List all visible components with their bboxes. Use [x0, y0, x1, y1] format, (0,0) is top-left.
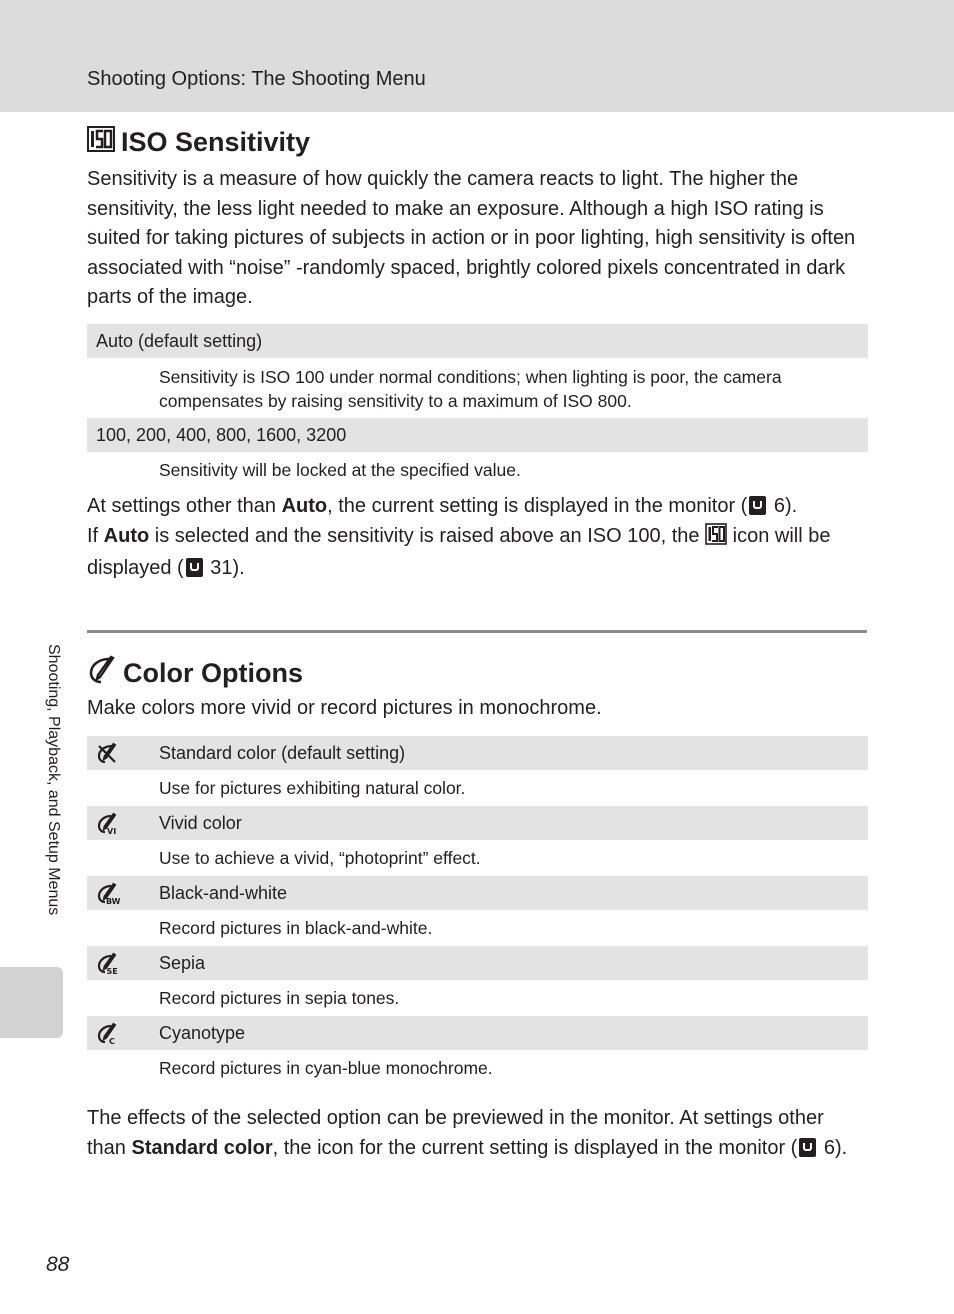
iso-section-title — [87, 125, 310, 160]
svg-text:C: C — [109, 1037, 115, 1046]
option-description: Record pictures in sepia tones. — [159, 988, 400, 1008]
note-text: If — [87, 524, 104, 547]
section-divider — [87, 630, 867, 633]
color-option-sepia — [87, 946, 868, 980]
iso-icon — [87, 125, 115, 160]
option-description: Sensitivity will be locked at the specified value. — [159, 460, 521, 480]
note-text: , the current setting is displayed in the monitor ( — [327, 495, 748, 517]
color-option-cyanotype — [87, 1016, 868, 1050]
note-text: 6). — [768, 495, 798, 517]
option-label: Standard color (default setting) — [159, 743, 406, 763]
svg-text:SE: SE — [106, 967, 118, 976]
note-text: 6). — [818, 1136, 848, 1159]
iso-title-text: ISO Sensitivity — [121, 127, 311, 157]
page-number: 88 — [46, 1253, 70, 1276]
note-bold: Auto — [103, 524, 150, 547]
color-note — [87, 1104, 867, 1163]
note-text: is selected and the sensitivity is raised above an ISO 100, the — [149, 524, 706, 547]
note-bold: Standard color — [131, 1136, 273, 1159]
color-option-standard — [87, 736, 868, 770]
iso-note — [87, 492, 867, 584]
iso-inline-icon — [705, 523, 727, 555]
option-label: Black-and-white — [159, 883, 288, 903]
option-description: Sensitivity is ISO 100 under normal conditions; when lighting is poor, the camera compensates by raising sensitivity to a maximum of ISO 800. — [159, 367, 782, 411]
note-text: , the icon for the current setting is displayed in the monitor ( — [272, 1136, 798, 1159]
side-thumb-tab — [0, 967, 63, 1038]
color-section-title — [87, 655, 303, 692]
black-and-white-icon — [96, 882, 121, 906]
standard-color-icon — [96, 742, 118, 764]
page-reference-icon — [799, 1138, 816, 1157]
option-description: Record pictures in cyan-blue monochrome. — [159, 1058, 493, 1078]
vivid-color-icon — [96, 812, 118, 834]
option-label: Cyanotype — [159, 1023, 246, 1043]
option-description: Use for pictures exhibiting natural color. — [159, 778, 466, 798]
iso-option-auto — [87, 324, 868, 358]
color-title-text: Color Options — [123, 658, 303, 688]
page-reference-icon — [749, 496, 766, 515]
note-text: icon will be displayed ( — [87, 524, 831, 579]
option-label: Auto (default setting) — [96, 331, 263, 351]
iso-option-fixed — [87, 418, 868, 452]
option-description: Use to achieve a vivid, “photoprint” effect. — [159, 848, 481, 868]
option-label: Sepia — [159, 953, 206, 973]
note-text: The effects of the selected option can be previewed in the monitor. At settings other than — [87, 1107, 824, 1159]
color-options-icon — [87, 655, 117, 692]
color-option-vivid — [87, 806, 868, 840]
header-band — [0, 0, 954, 112]
note-text: At settings other than — [87, 495, 282, 517]
sepia-icon — [96, 952, 118, 974]
option-description: Record pictures in black-and-white. — [159, 918, 433, 938]
note-bold: Auto — [281, 495, 328, 517]
color-option-black-and-white — [87, 876, 868, 910]
side-section-label: Shooting, Playback, and Setup Menus — [45, 644, 62, 916]
svg-text:VI: VI — [107, 827, 117, 836]
note-text: 31). — [204, 557, 245, 579]
option-label: Vivid color — [159, 813, 242, 833]
running-header: Shooting Options: The Shooting Menu — [87, 68, 426, 90]
svg-text:BW: BW — [106, 897, 121, 906]
iso-intro: Sensitivity is a measure of how quickly the camera reacts to light. The higher the sensitivity, the less light needed to make an exposure. Although a high ISO rating is suited for taking pictures of subjects in action or in poor lighting, high sensitivity is often associated with “noise” -randomly spaced, brightly colored pixels concentrated in dark parts of the image. — [87, 168, 856, 308]
cyanotype-icon — [96, 1022, 118, 1044]
page-reference-icon — [186, 558, 203, 577]
color-intro: Make colors more vivid or record pictures in monochrome. — [87, 697, 602, 719]
option-label: 100, 200, 400, 800, 1600, 3200 — [96, 425, 347, 445]
